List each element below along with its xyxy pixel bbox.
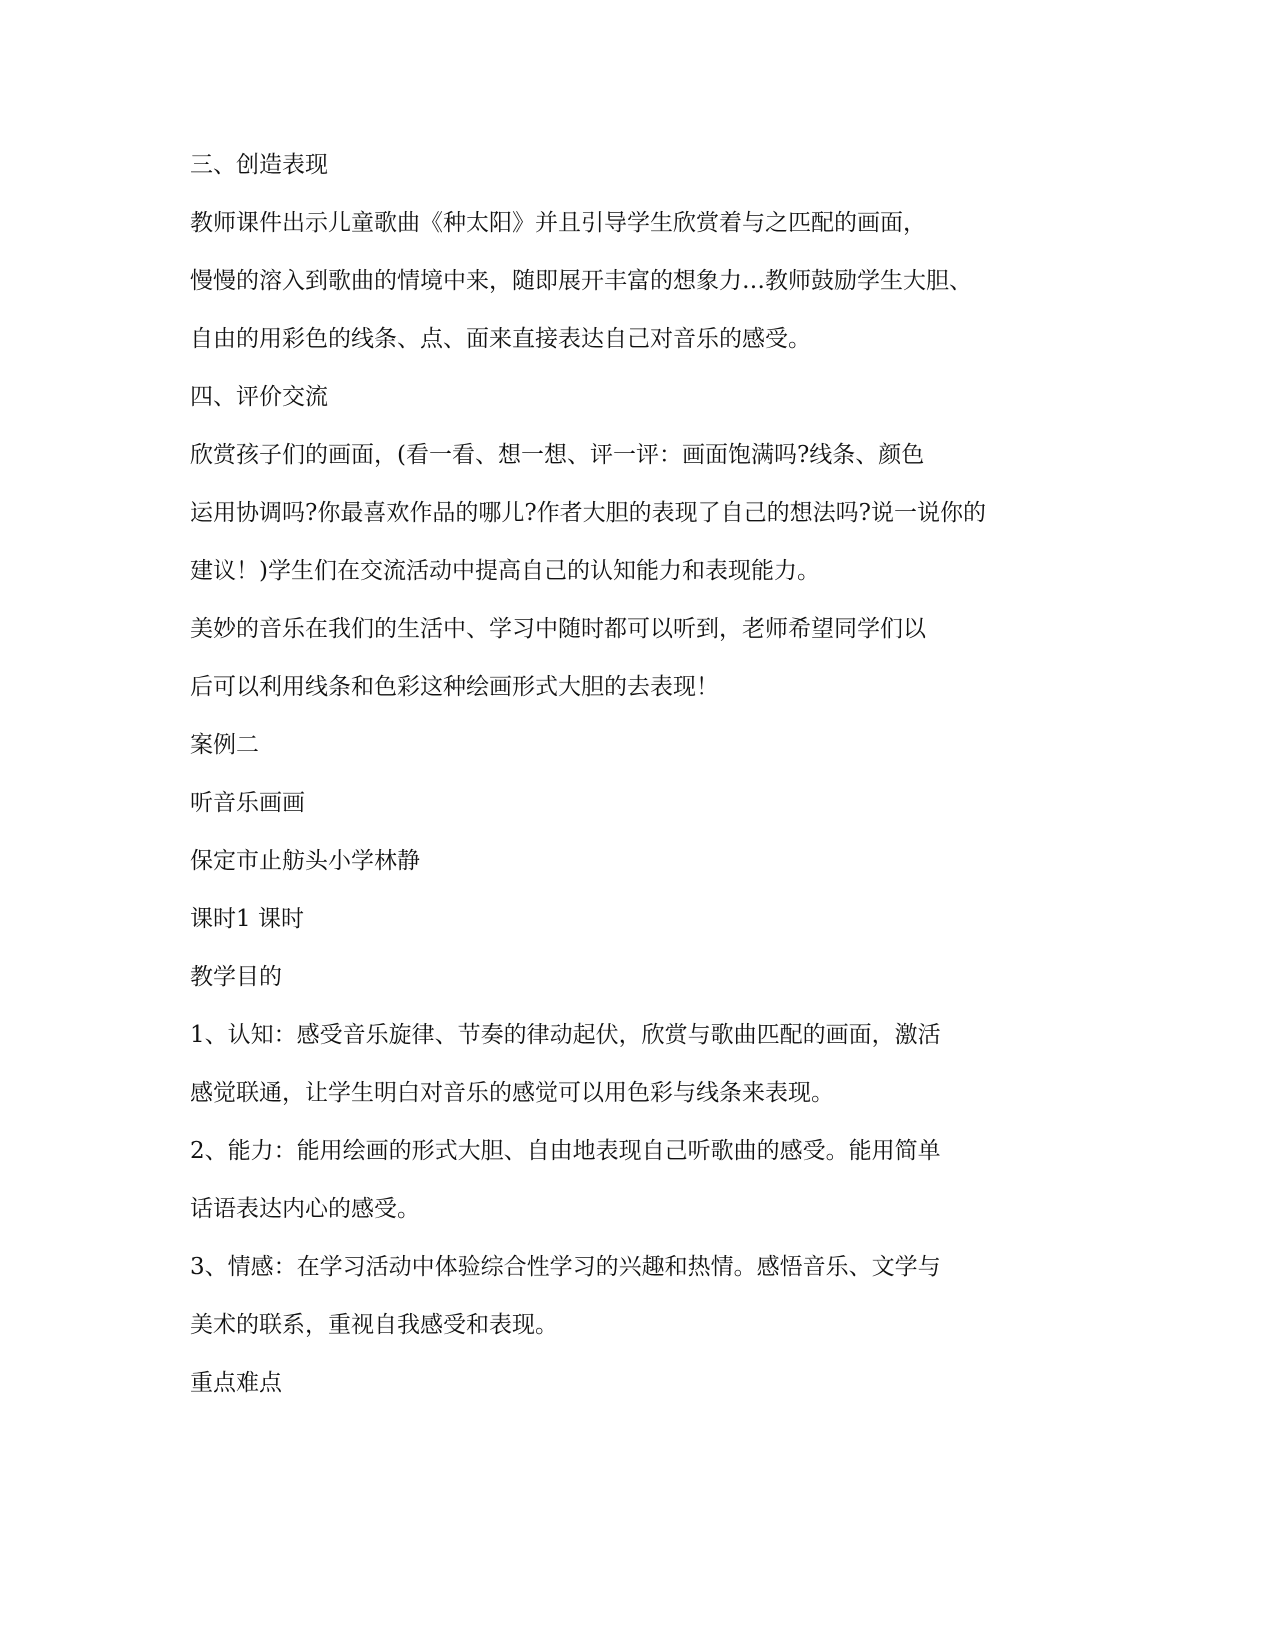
paragraph-line: 美术的联系，重视自我感受和表现。 [190, 1312, 558, 1338]
paragraph-line: 话语表达内心的感受。 [190, 1196, 420, 1222]
paragraph-line: 运用协调吗?你最喜欢作品的哪儿?作者大胆的表现了自己的想法吗?说一说你的 [190, 500, 986, 526]
paragraph-line: 3、情感：在学习活动中体验综合性学习的兴趣和热情。感悟音乐、文学与 [190, 1254, 941, 1280]
paragraph-line: 后可以利用线条和色彩这种绘画形式大胆的去表现！ [190, 674, 719, 700]
section-heading-evaluate: 四、评价交流 [190, 384, 328, 410]
lesson-title: 听音乐画画 [190, 790, 305, 816]
author-line: 保定市止舫头小学林静 [190, 848, 420, 874]
paragraph-line: 建议！)学生们在交流活动中提高自己的认知能力和表现能力。 [190, 558, 820, 584]
paragraph-line: 欣赏孩子们的画面，(看一看、想一想、评一评：画面饱满吗?线条、颜色 [190, 442, 925, 468]
case-heading: 案例二 [190, 732, 259, 758]
class-hours-line: 课时1 课时 [190, 906, 304, 932]
section-heading-create: 三、创造表现 [190, 152, 328, 178]
paragraph-line: 教师课件出示儿童歌曲《种太阳》并且引导学生欣赏着与之匹配的画面， [190, 210, 926, 236]
paragraph-line: 慢慢的溶入到歌曲的情境中来，随即展开丰富的想象力…教师鼓励学生大胆、 [190, 268, 972, 294]
key-points-heading: 重点难点 [190, 1370, 282, 1396]
paragraph-line: 2、能力：能用绘画的形式大胆、自由地表现自己听歌曲的感受。能用简单 [190, 1138, 941, 1164]
paragraph-line: 感觉联通，让学生明白对音乐的感觉可以用色彩与线条来表现。 [190, 1080, 834, 1106]
paragraph-line: 自由的用彩色的线条、点、面来直接表达自己对音乐的感受。 [190, 326, 811, 352]
teaching-goals-heading: 教学目的 [190, 964, 282, 990]
paragraph-line: 美妙的音乐在我们的生活中、学习中随时都可以听到，老师希望同学们以 [190, 616, 926, 642]
paragraph-line: 1、认知：感受音乐旋律、节奏的律动起伏，欣赏与歌曲匹配的画面，激活 [190, 1022, 941, 1048]
